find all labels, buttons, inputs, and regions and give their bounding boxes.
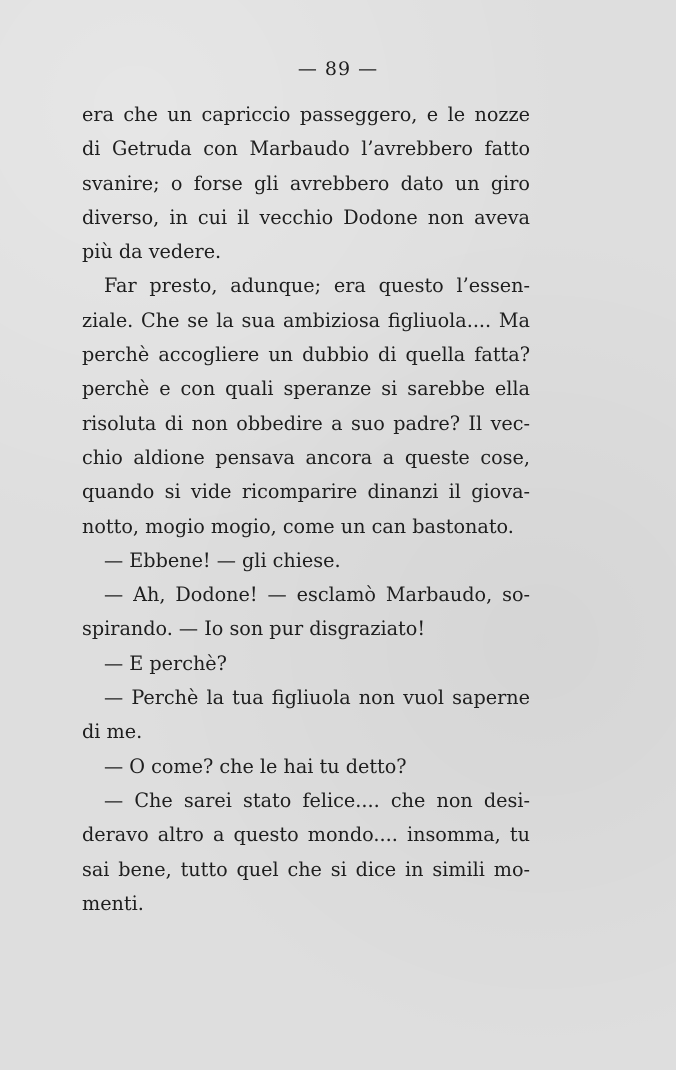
text-line: più da vedere. — [82, 240, 222, 264]
body-text — [82, 98, 530, 921]
text-line: svanire; o forse gli avrebbero dato un giro — [82, 171, 530, 195]
text-line: — O come? che le hai tu detto? — [104, 754, 407, 778]
text-line: perchè e con quali speranze si sarebbe ella — [82, 377, 530, 401]
text-line: chio aldione pensava ancora a queste cose, — [82, 445, 530, 469]
text-line: menti. — [82, 891, 144, 915]
text-line: di Getruda con Marbaudo l’avrebbero fatto — [82, 137, 530, 161]
text-line: perchè accogliere un dubbio di quella fatta? — [82, 343, 530, 367]
text-line: di me. — [82, 720, 143, 744]
text-line: diverso, in cui il vecchio Dodone non aveva — [82, 205, 530, 229]
text-line: era che un capriccio passeggero, e le nozze — [82, 103, 530, 126]
text-line: notto, mogio mogio, come un can bastonato. — [82, 514, 514, 538]
text-line: quando si vide ricomparire dinanzi il giova- — [82, 480, 530, 504]
text-line: — Perchè la tua figliuola non vuol saperne — [104, 686, 530, 710]
text-line: sai bene, tutto quel che si dice in simili mo- — [82, 857, 530, 881]
text-line: Far presto, adunque; era questo l’essen- — [104, 274, 530, 298]
text-line: — Ebbene! — gli chiese. — [104, 548, 341, 572]
text-line: ziale. Che se la sua ambiziosa figliuola.... Ma — [82, 308, 530, 332]
text-line: — E perchè? — [104, 651, 227, 675]
text-line: — Ah, Dodone! — esclamò Marbaudo, so- — [104, 583, 530, 607]
text-line: — Che sarei stato felice.... che non desi- — [104, 788, 530, 812]
text-line: spirando. — Io son pur disgraziato! — [82, 617, 426, 641]
text-line: risoluta di non obbedire a suo padre? Il vec- — [82, 411, 530, 435]
text-line: deravo altro a questo mondo.... insomma, tu — [82, 823, 530, 847]
page-number: — 89 — — [297, 58, 379, 80]
